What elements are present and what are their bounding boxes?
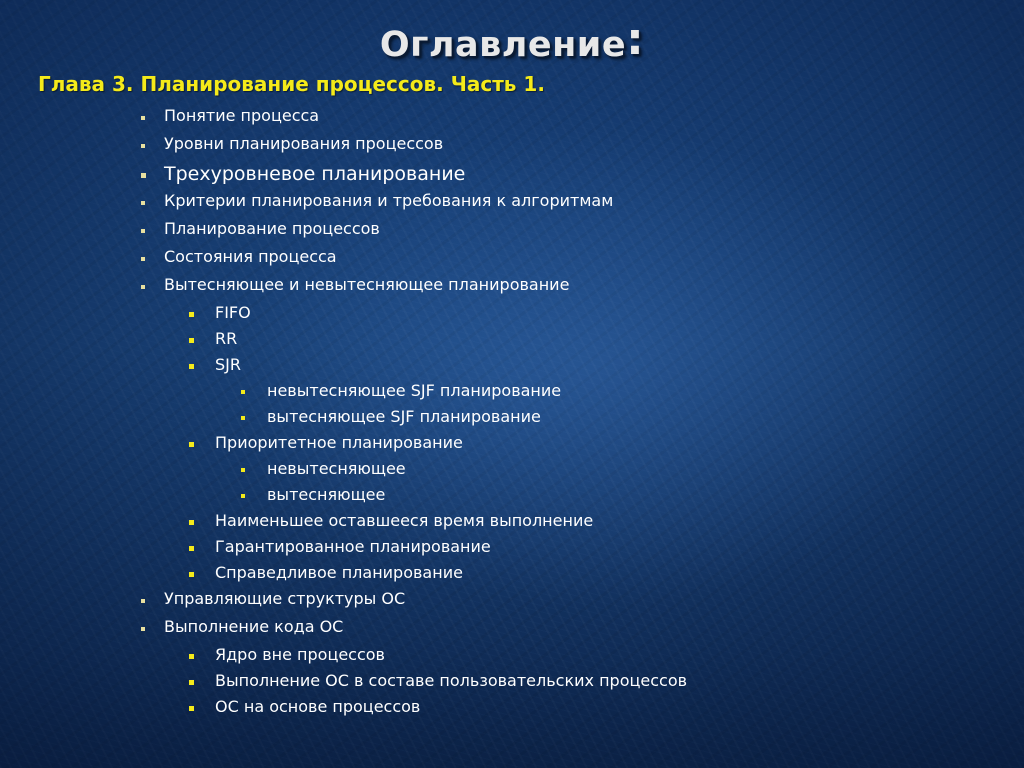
square-bullet-icon [141, 627, 145, 631]
square-bullet-icon [189, 546, 194, 551]
toc-item-text: Вытесняющее и невытесняющее планирование [164, 275, 570, 294]
toc-item-text: FIFO [215, 303, 251, 322]
square-bullet-icon [141, 229, 145, 233]
toc-subitem [0, 643, 687, 669]
toc-subitem [0, 535, 687, 561]
toc-item [0, 273, 687, 301]
toc-item-text: Управляющие структуры ОС [164, 589, 406, 608]
toc-item-text: Справедливое планирование [215, 563, 463, 582]
toc-item-text: SJR [215, 355, 241, 374]
toc-subsubitem [0, 379, 687, 405]
toc-item-text: ОС на основе процессов [215, 697, 421, 716]
square-bullet-icon [189, 572, 194, 577]
slide-title [0, 14, 1024, 65]
square-bullet-icon [189, 312, 194, 317]
toc-item-text: Понятие процесса [164, 106, 320, 125]
square-bullet-icon [189, 364, 194, 369]
toc-item [0, 132, 687, 160]
toc-item-text: Приоритетное планирование [215, 433, 463, 452]
toc-item-text: Наименьшее оставшееся время выполнение [215, 511, 594, 530]
square-bullet-icon [241, 416, 245, 420]
square-bullet-icon [141, 599, 145, 603]
toc-item-text: Состояния процесса [164, 247, 337, 266]
toc-item-text: Критерии планирования и требования к алгоритмам [164, 191, 614, 210]
toc-item [0, 587, 687, 615]
toc-subitem [0, 561, 687, 587]
square-bullet-icon [189, 706, 194, 711]
toc-item [0, 245, 687, 273]
square-bullet-icon [141, 144, 145, 148]
toc-subitem [0, 301, 687, 327]
square-bullet-icon [189, 680, 194, 685]
toc-item [0, 160, 687, 189]
toc-item-text: Трехуровневое планирование [164, 163, 466, 185]
toc-item [0, 217, 687, 245]
square-bullet-icon [141, 173, 146, 178]
toc-item-text: Гарантированное планирование [215, 537, 491, 556]
toc-subsubitem [0, 457, 687, 483]
toc-subitem [0, 353, 687, 379]
toc-subitem [0, 695, 687, 721]
toc-item-text: Выполнение ОС в составе пользовательских процессов [215, 671, 688, 690]
square-bullet-icon [141, 116, 145, 120]
chapter-heading: Глава 3. Планирование процессов. Часть 1. [38, 72, 545, 96]
square-bullet-icon [241, 390, 245, 394]
toc-subitem [0, 509, 687, 535]
toc-item-text: Ядро вне процессов [215, 645, 385, 664]
square-bullet-icon [141, 257, 145, 261]
square-bullet-icon [241, 468, 245, 472]
toc-item-text: вытесняющее SJF планирование [267, 407, 541, 426]
square-bullet-icon [189, 520, 194, 525]
slide-title-colon: : [626, 14, 645, 65]
toc-item-text: вытесняющее [267, 485, 386, 504]
square-bullet-icon [189, 338, 194, 343]
toc-item [0, 104, 687, 132]
slide-title-text: Оглавление [379, 25, 627, 65]
toc-subitem [0, 431, 687, 457]
toc-subsubitem [0, 405, 687, 431]
toc-subitem [0, 327, 687, 353]
toc-item-text: Уровни планирования процессов [164, 134, 444, 153]
square-bullet-icon [141, 201, 145, 205]
square-bullet-icon [141, 285, 145, 289]
toc-item-text: Планирование процессов [164, 219, 380, 238]
toc-list [0, 104, 687, 721]
toc-item-text: RR [215, 329, 238, 348]
toc-item [0, 615, 687, 643]
toc-item [0, 189, 687, 217]
square-bullet-icon [189, 442, 194, 447]
toc-item-text: Выполнение кода ОС [164, 617, 344, 636]
square-bullet-icon [189, 654, 194, 659]
toc-subitem [0, 669, 687, 695]
toc-item-text: невытесняющее [267, 459, 406, 478]
toc-item-text: невытесняющее SJF планирование [267, 381, 562, 400]
square-bullet-icon [241, 494, 245, 498]
toc-subsubitem [0, 483, 687, 509]
